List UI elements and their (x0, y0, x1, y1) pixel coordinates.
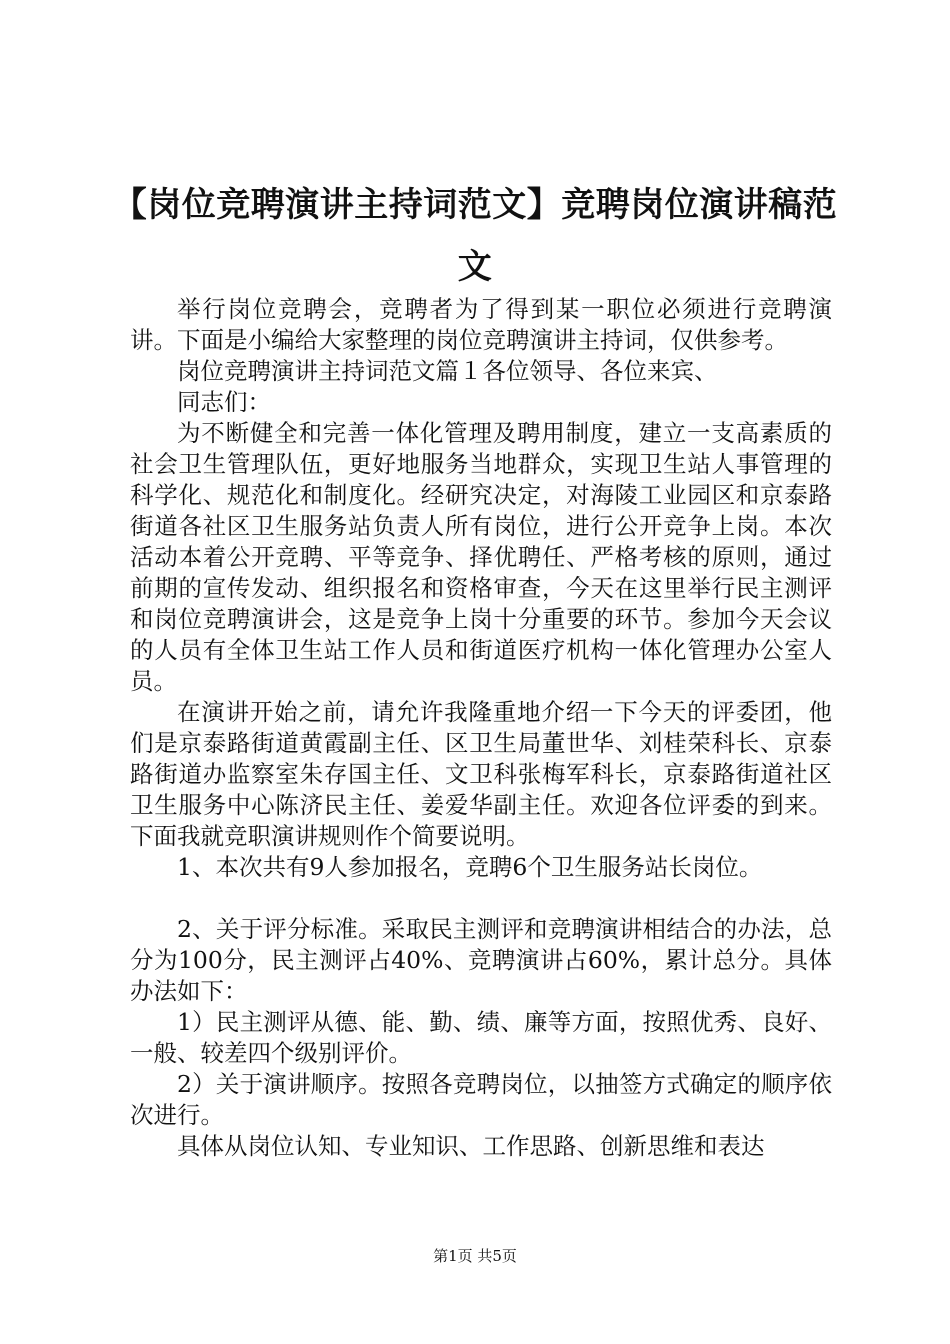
paragraph-rule-1: 1、本次共有9人参加报名，竞聘6个卫生服务站长岗位。 (177, 853, 763, 881)
paragraph-background: 为不断健全和完善一体化管理及聘用制度，建立一支高素质的社会卫生管理队伍，更好地服务当地群众，实现卫生站人事管理的科学化、规范化和制度化。经研究决定，对海陵工业园区和京泰路街道各社区卫生服务站负责人所有岗位，进行公开竞争上岗。本次活动本着公开竞聘、平等竞争、择优聘任、严格考核的原则，通过前期的宣传发动、组织报名和资格审查，今天在这里举行民主测评和岗位竞聘演讲会，这是竞争上岗十分重要的环节。参加今天会议的人员有全体卫生站工作人员和街道医疗机构一体化管理办公室人员。 (130, 419, 832, 695)
paragraph-section-heading: 岗位竞聘演讲主持词范文篇１各位领导、各位来宾、 (177, 357, 718, 385)
paragraph-intro: 举行岗位竞聘会，竞聘者为了得到某一职位必须进行竞聘演讲。下面是小编给大家整理的岗位竞聘演讲主持词，仅供参考。 (130, 295, 832, 354)
paragraph-rule-2-2: 2）关于演讲顺序。按照各竞聘岗位，以抽签方式确定的顺序依次进行。 (130, 1070, 832, 1129)
paragraph-judges: 在演讲开始之前，请允许我隆重地介绍一下今天的评委团，他们是京泰路街道黄霞副主任、区卫生局董世华、刘桂荣科长、京泰路街道办监察室朱存国主任、文卫科张梅军科长，京泰路街道社区卫生服务中心陈济民主任、姜爱华副主任。欢迎各位评委的到来。下面我就竞职演讲规则作个简要说明。 (130, 698, 832, 850)
document-title: 【岗位竞聘演讲主持词范文】竞聘岗位演讲稿范文 (112, 185, 838, 287)
paragraph-salutation: 同志们： (177, 388, 271, 416)
page-footer: 第1页 共5页 (433, 1247, 517, 1265)
paragraph-criteria: 具体从岗位认知、专业知识、工作思路、创新思维和表达 (177, 1132, 765, 1160)
paragraph-rule-2: 2、关于评分标准。采取民主测评和竞聘演讲相结合的办法，总分为100分，民主测评占40%、竞聘演讲占60%，累计总分。具体办法如下： (130, 915, 832, 1005)
document-body (130, 294, 832, 1162)
paragraph-rule-2-1: 1）民主测评从德、能、勤、绩、廉等方面，按照优秀、良好、一般、较差四个级别评价。 (130, 1008, 832, 1067)
